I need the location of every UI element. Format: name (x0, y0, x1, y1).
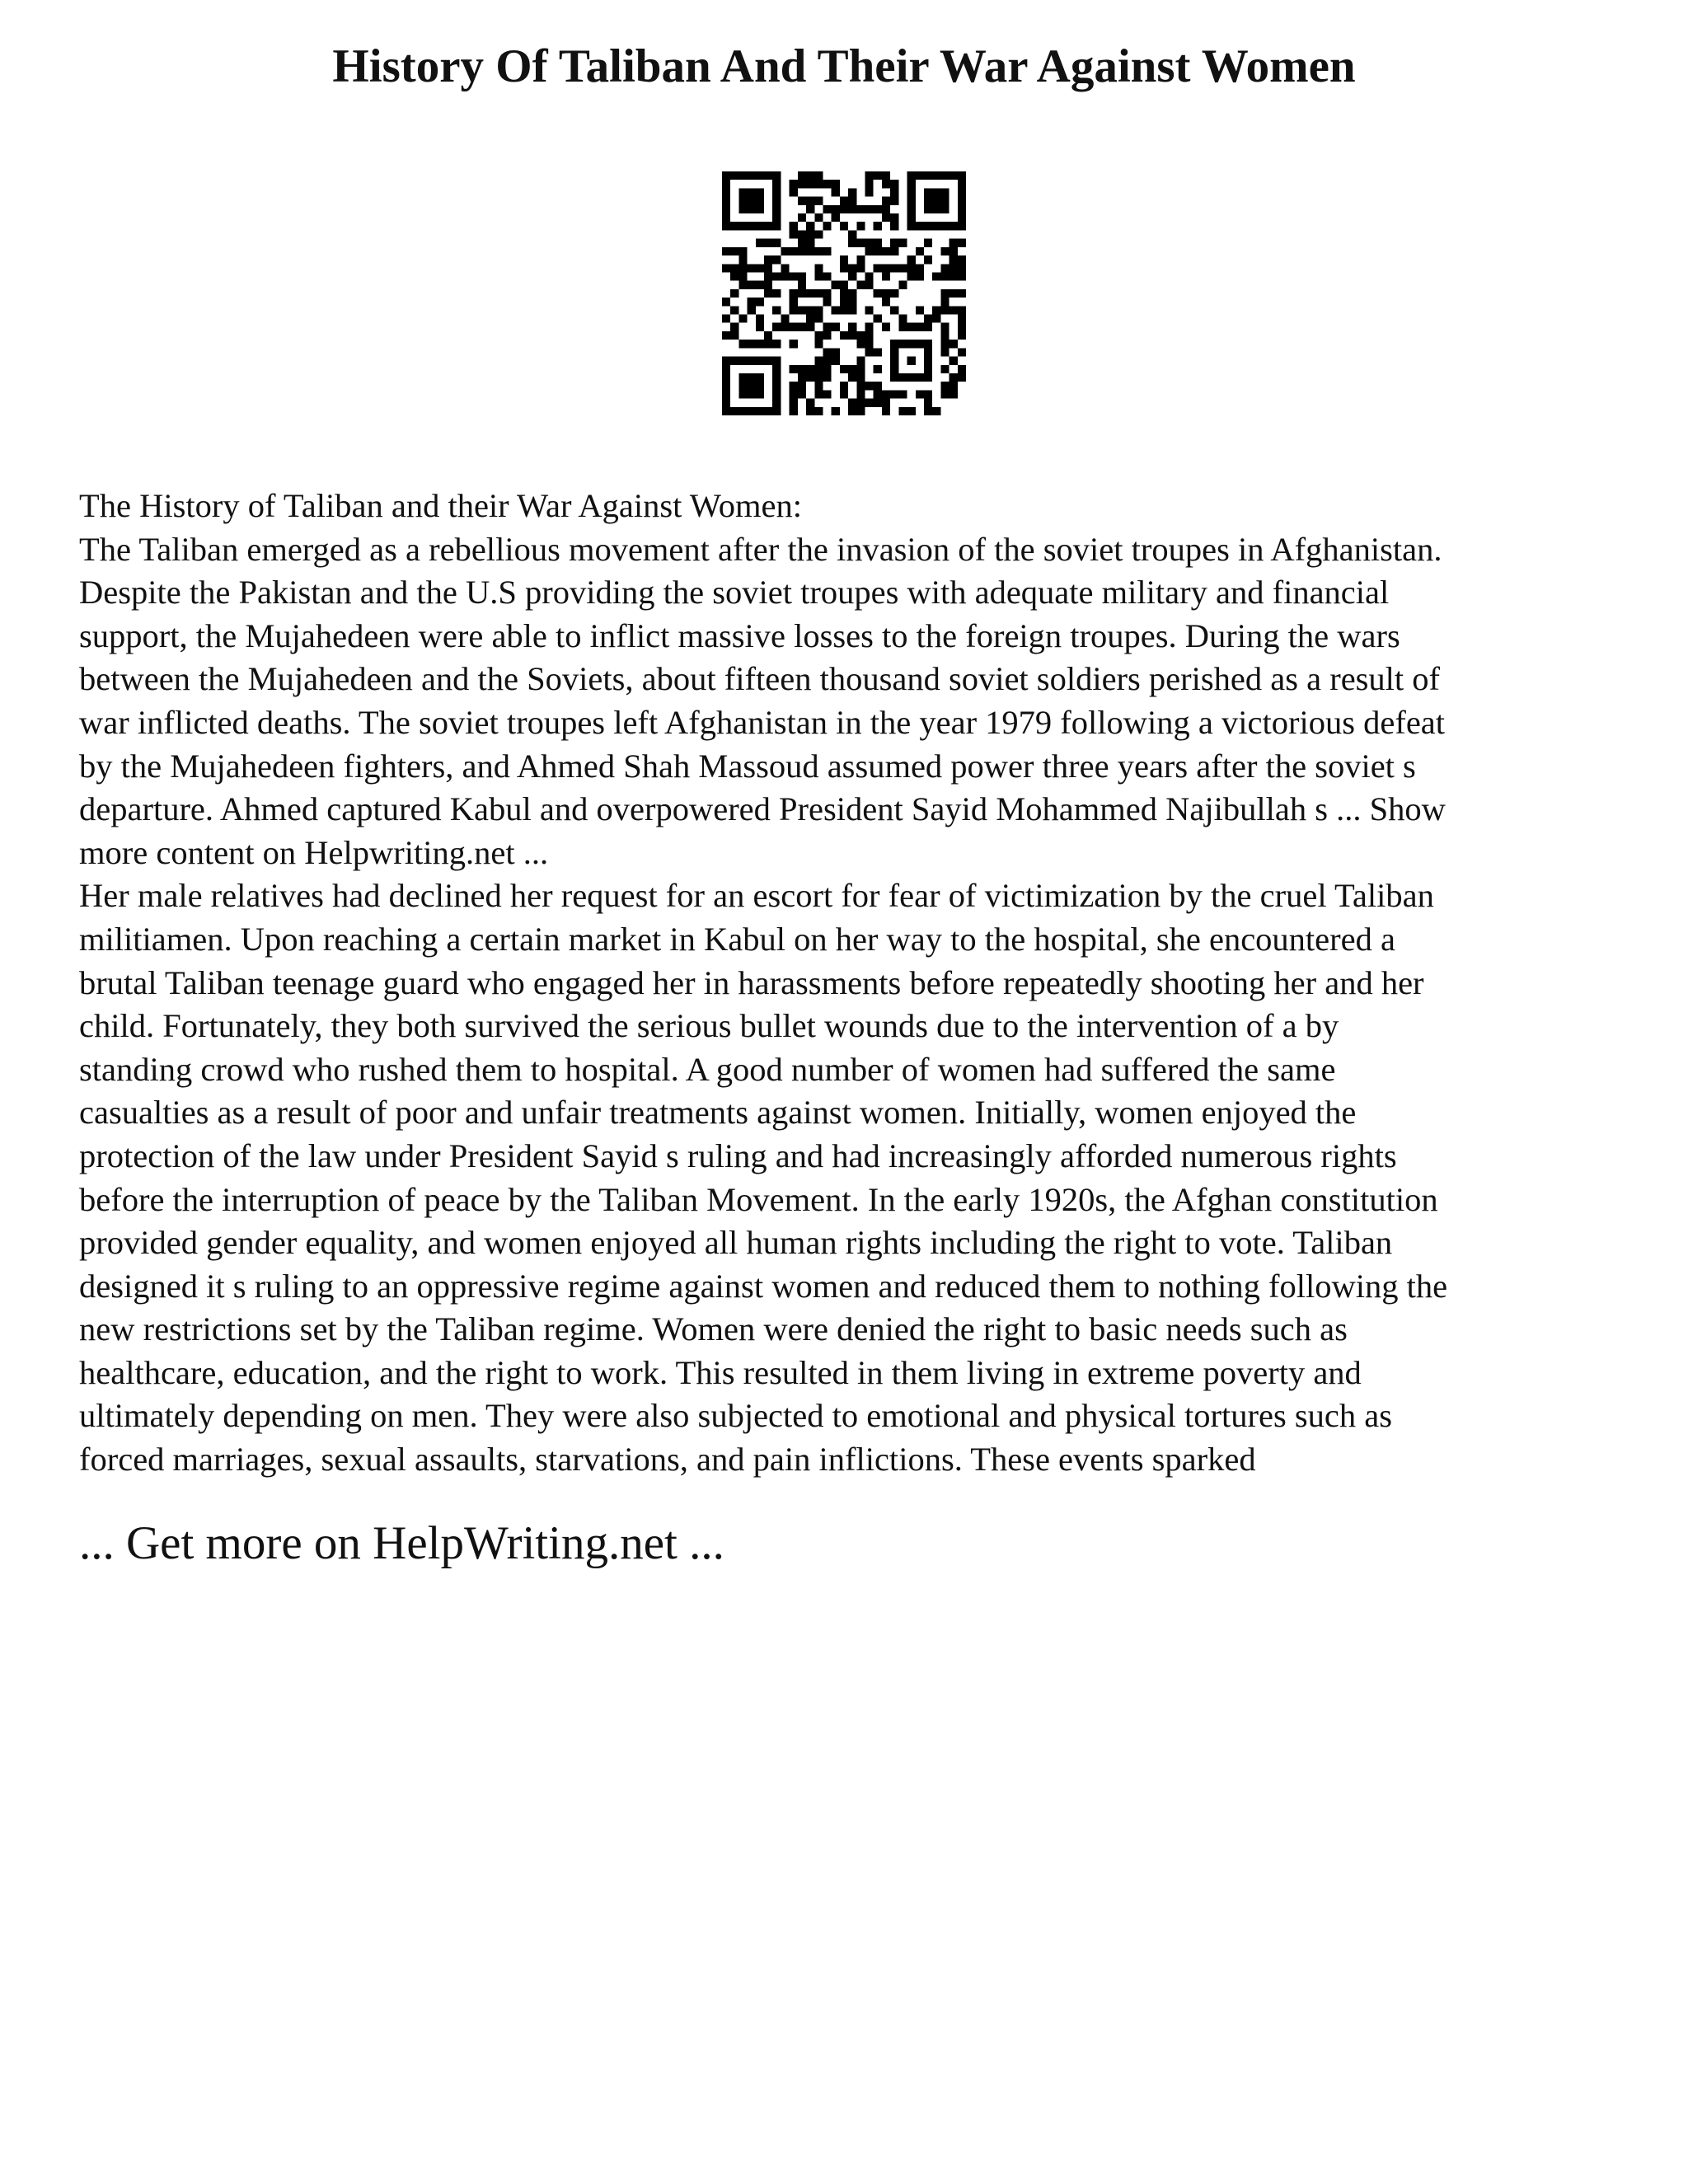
text-line: healthcare, education, and the right to work. This resulted in them living in extreme poverty and (79, 1353, 1362, 1391)
text-line: militiamen. Upon reaching a certain market in Kabul on her way to the hospital, she encountered a (79, 920, 1395, 958)
text-line: protection of the law under President Sayid s ruling and had increasingly afforded numerous rights (79, 1137, 1397, 1174)
text-line: ultimately depending on men. They were also subjected to emotional and physical tortures such as (79, 1397, 1392, 1435)
text-line: forced marriages, sexual assaults, starvations, and pain inflictions. These events sparked (79, 1441, 1256, 1479)
text-line: support, the Mujahedeen were able to inflict massive losses to the foreign troupes. During the wars (79, 616, 1400, 654)
text-line: child. Fortunately, they both survived the serious bullet wounds due to the intervention of a by (79, 1007, 1339, 1045)
text-line: The History of Taliban and their War Against Women: (79, 487, 802, 524)
text-line: more content on Helpwriting.net ... (79, 833, 549, 871)
text-line: Her male relatives had declined her request for an escort for fear of victimization by the cruel Taliban (79, 877, 1434, 915)
get-more-link[interactable]: ... Get more on HelpWriting.net ... (79, 1517, 724, 1569)
text-line: before the interruption of peace by the Taliban Movement. In the early 1920s, the Afghan constitution (79, 1180, 1438, 1218)
text-line: brutal Taliban teenage guard who engaged her in harassments before repeatedly shooting her and her (79, 963, 1424, 1001)
text-line: casualties as a result of poor and unfair treatments against women. Initially, women enjoyed the (79, 1094, 1357, 1132)
page-title: History Of Taliban And Their War Against Women (332, 40, 1356, 92)
text-line: The Taliban emerged as a rebellious movement after the invasion of the soviet troupes in Afghanistan. (79, 530, 1442, 568)
text-line: departure. Ahmed captured Kabul and overpowered President Sayid Mohammed Najibullah s ... Show (79, 790, 1446, 828)
text-line: designed it s ruling to an oppressive regime against women and reduced them to nothing following the (79, 1267, 1448, 1305)
qr-code-graphic (722, 171, 966, 415)
text-line: war inflicted deaths. The soviet troupes left Afghanistan in the year 1979 following a victorious defeat (79, 703, 1446, 741)
qr-code-icon[interactable] (722, 171, 966, 415)
text-line: between the Mujahedeen and the Soviets, about fifteen thousand soviet soldiers perished as a result of (79, 660, 1441, 698)
text-line: standing crowd who rushed them to hospital. A good number of women had suffered the same (79, 1050, 1336, 1088)
text-line: Despite the Pakistan and the U.S providing the soviet troupes with adequate military and financial (79, 574, 1390, 612)
article-body (79, 485, 1629, 1482)
text-line: by the Mujahedeen fighters, and Ahmed Shah Massoud assumed power three years after the soviet s (79, 747, 1416, 785)
text-line: new restrictions set by the Taliban regime. Women were denied the right to basic needs such as (79, 1310, 1348, 1348)
text-line: provided gender equality, and women enjoyed all human rights including the right to vote. Taliban (79, 1224, 1393, 1262)
